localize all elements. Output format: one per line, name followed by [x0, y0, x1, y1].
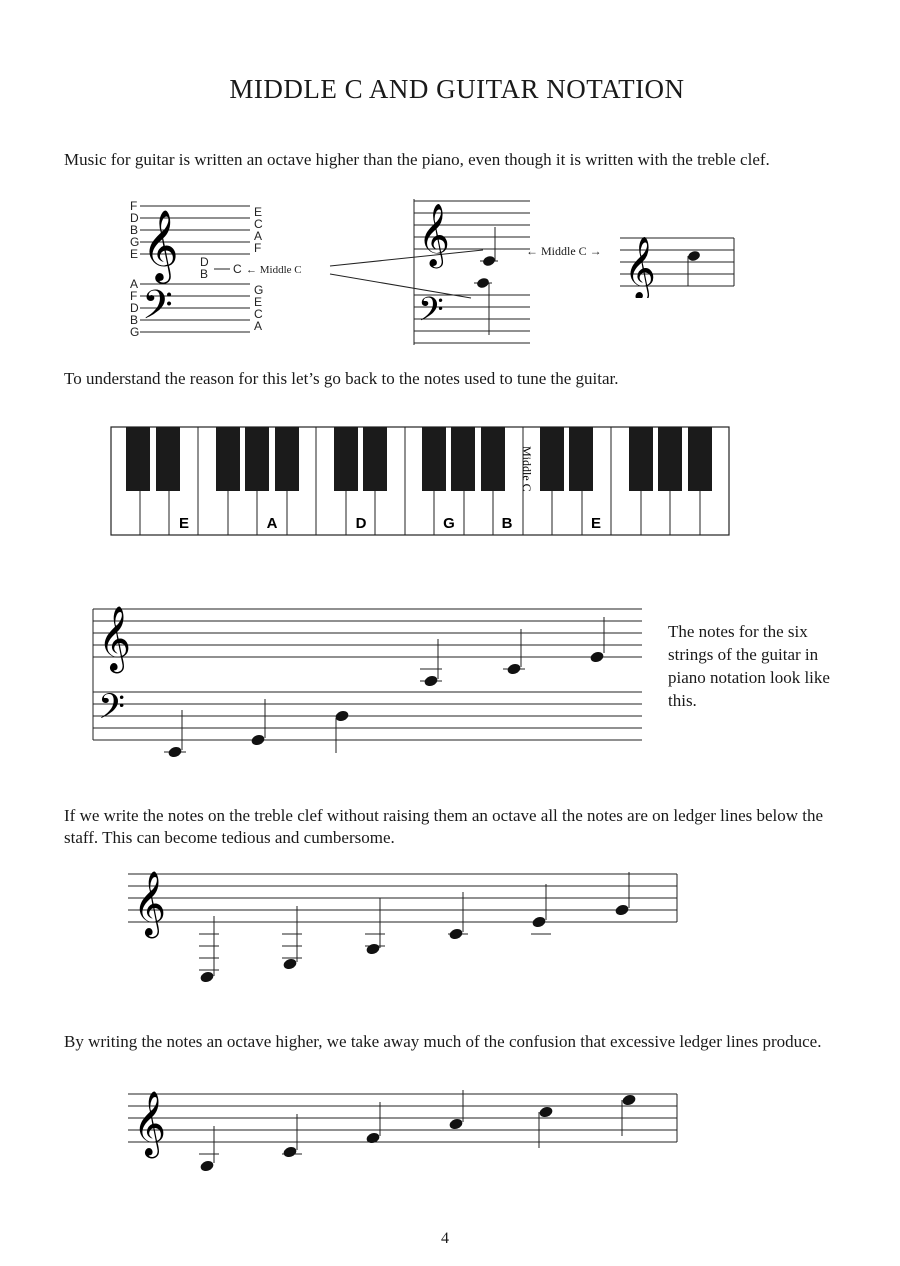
- label-bass-D: D: [130, 301, 139, 315]
- ledger-line-staff: [125, 862, 685, 992]
- page-title: MIDDLE C AND GUITAR NOTATION: [229, 74, 685, 104]
- note-D3: [365, 942, 380, 955]
- key-label-B: B: [501, 515, 513, 532]
- key-label-E-high: E: [590, 515, 602, 532]
- side-note: The notes for the six strings of the guitar in piano notation look like this.: [668, 622, 830, 710]
- note-A2: [282, 957, 297, 970]
- note-E2: [199, 970, 214, 983]
- treble-clef: 𝄞: [133, 1091, 167, 1154]
- label-ledger-B: B: [200, 267, 209, 281]
- bass-clef: 𝄢: [418, 292, 444, 336]
- note-E2: [167, 745, 182, 758]
- note-G3: [423, 674, 438, 687]
- key-label-A: A: [266, 515, 278, 532]
- middle-c-two-staff-example: [412, 195, 537, 350]
- note-E4: [589, 650, 604, 663]
- note-B3: [506, 662, 521, 675]
- label-bass-F: F: [130, 289, 138, 303]
- label-F-space: F: [254, 241, 262, 255]
- note-G4: [448, 1117, 463, 1130]
- label-bass-A: A: [130, 277, 139, 291]
- guitar-middle-c-note: [687, 250, 701, 263]
- middle-c-arrow-label: ← Middle C →: [526, 244, 602, 258]
- piano-keyboard: [110, 426, 734, 538]
- key-label-E-low: E: [178, 515, 190, 532]
- bass-clef: 𝄢: [142, 284, 173, 337]
- middle-c-note-bass: [476, 277, 490, 290]
- key-label-G: G: [443, 515, 455, 532]
- label-F: F: [130, 199, 138, 213]
- note-B3: [531, 915, 546, 928]
- note-D3: [334, 709, 349, 722]
- label-G: G: [130, 235, 140, 249]
- grand-staff-labels-diagram: [120, 195, 340, 345]
- label-bass-A-space: A: [254, 319, 263, 333]
- note-A2: [250, 733, 265, 746]
- label-bass-G-space: G: [254, 283, 264, 297]
- treble-clef: 𝄞: [98, 606, 132, 669]
- bass-clef: 𝄢: [98, 687, 126, 734]
- label-ledger-D: D: [200, 255, 209, 269]
- note-E4: [614, 903, 629, 916]
- note-E5: [621, 1093, 636, 1106]
- ledger-paragraph: If we write the notes on the treble clef without raising them an octave all the notes are on ledger lines below the staff. This can become tedious and cumbersome.: [64, 806, 824, 847]
- label-bass-C-space: C: [254, 307, 263, 321]
- middle-c-note-treble: [482, 255, 496, 268]
- middle-c-key-label: Middle C: [520, 446, 534, 492]
- note-G3: [448, 927, 463, 940]
- treble-clef: 𝄞: [624, 238, 656, 298]
- label-B: B: [130, 223, 139, 237]
- note-D4: [365, 1131, 380, 1144]
- guitar-notation-staff: [125, 1082, 685, 1177]
- note-A3: [282, 1145, 297, 1158]
- octave-paragraph: By writing the notes an octave higher, we take away much of the confusion that excessive ledger lines produce.: [64, 1032, 822, 1051]
- guitar-notes-piano-notation: [90, 595, 650, 760]
- label-C-space: C: [254, 217, 263, 231]
- label-E-space: E: [254, 205, 263, 219]
- intro-paragraph: Music for guitar is written an octave higher than the piano, even though it is written with the treble clef.: [64, 150, 770, 169]
- note-B4: [538, 1105, 553, 1118]
- middle-c-label: ← Middle C: [246, 264, 302, 276]
- treble-clef: 𝄞: [142, 211, 179, 280]
- guitar-middle-c-staff: [618, 228, 738, 298]
- key-label-D: D: [355, 515, 367, 532]
- label-A-space: A: [254, 229, 263, 243]
- label-C: C: [233, 262, 242, 276]
- treble-clef: 𝄞: [418, 205, 450, 265]
- note-E3: [199, 1159, 214, 1172]
- label-bass-E-space: E: [254, 295, 263, 309]
- treble-clef: 𝄞: [133, 871, 167, 934]
- label-bass-B: B: [130, 313, 139, 327]
- page-number: 4: [441, 1230, 449, 1247]
- label-E: E: [130, 247, 139, 261]
- label-bass-G: G: [130, 325, 140, 339]
- label-D: D: [130, 211, 139, 225]
- tuning-paragraph: To understand the reason for this let’s go back to the notes used to tune the guitar.: [64, 369, 619, 388]
